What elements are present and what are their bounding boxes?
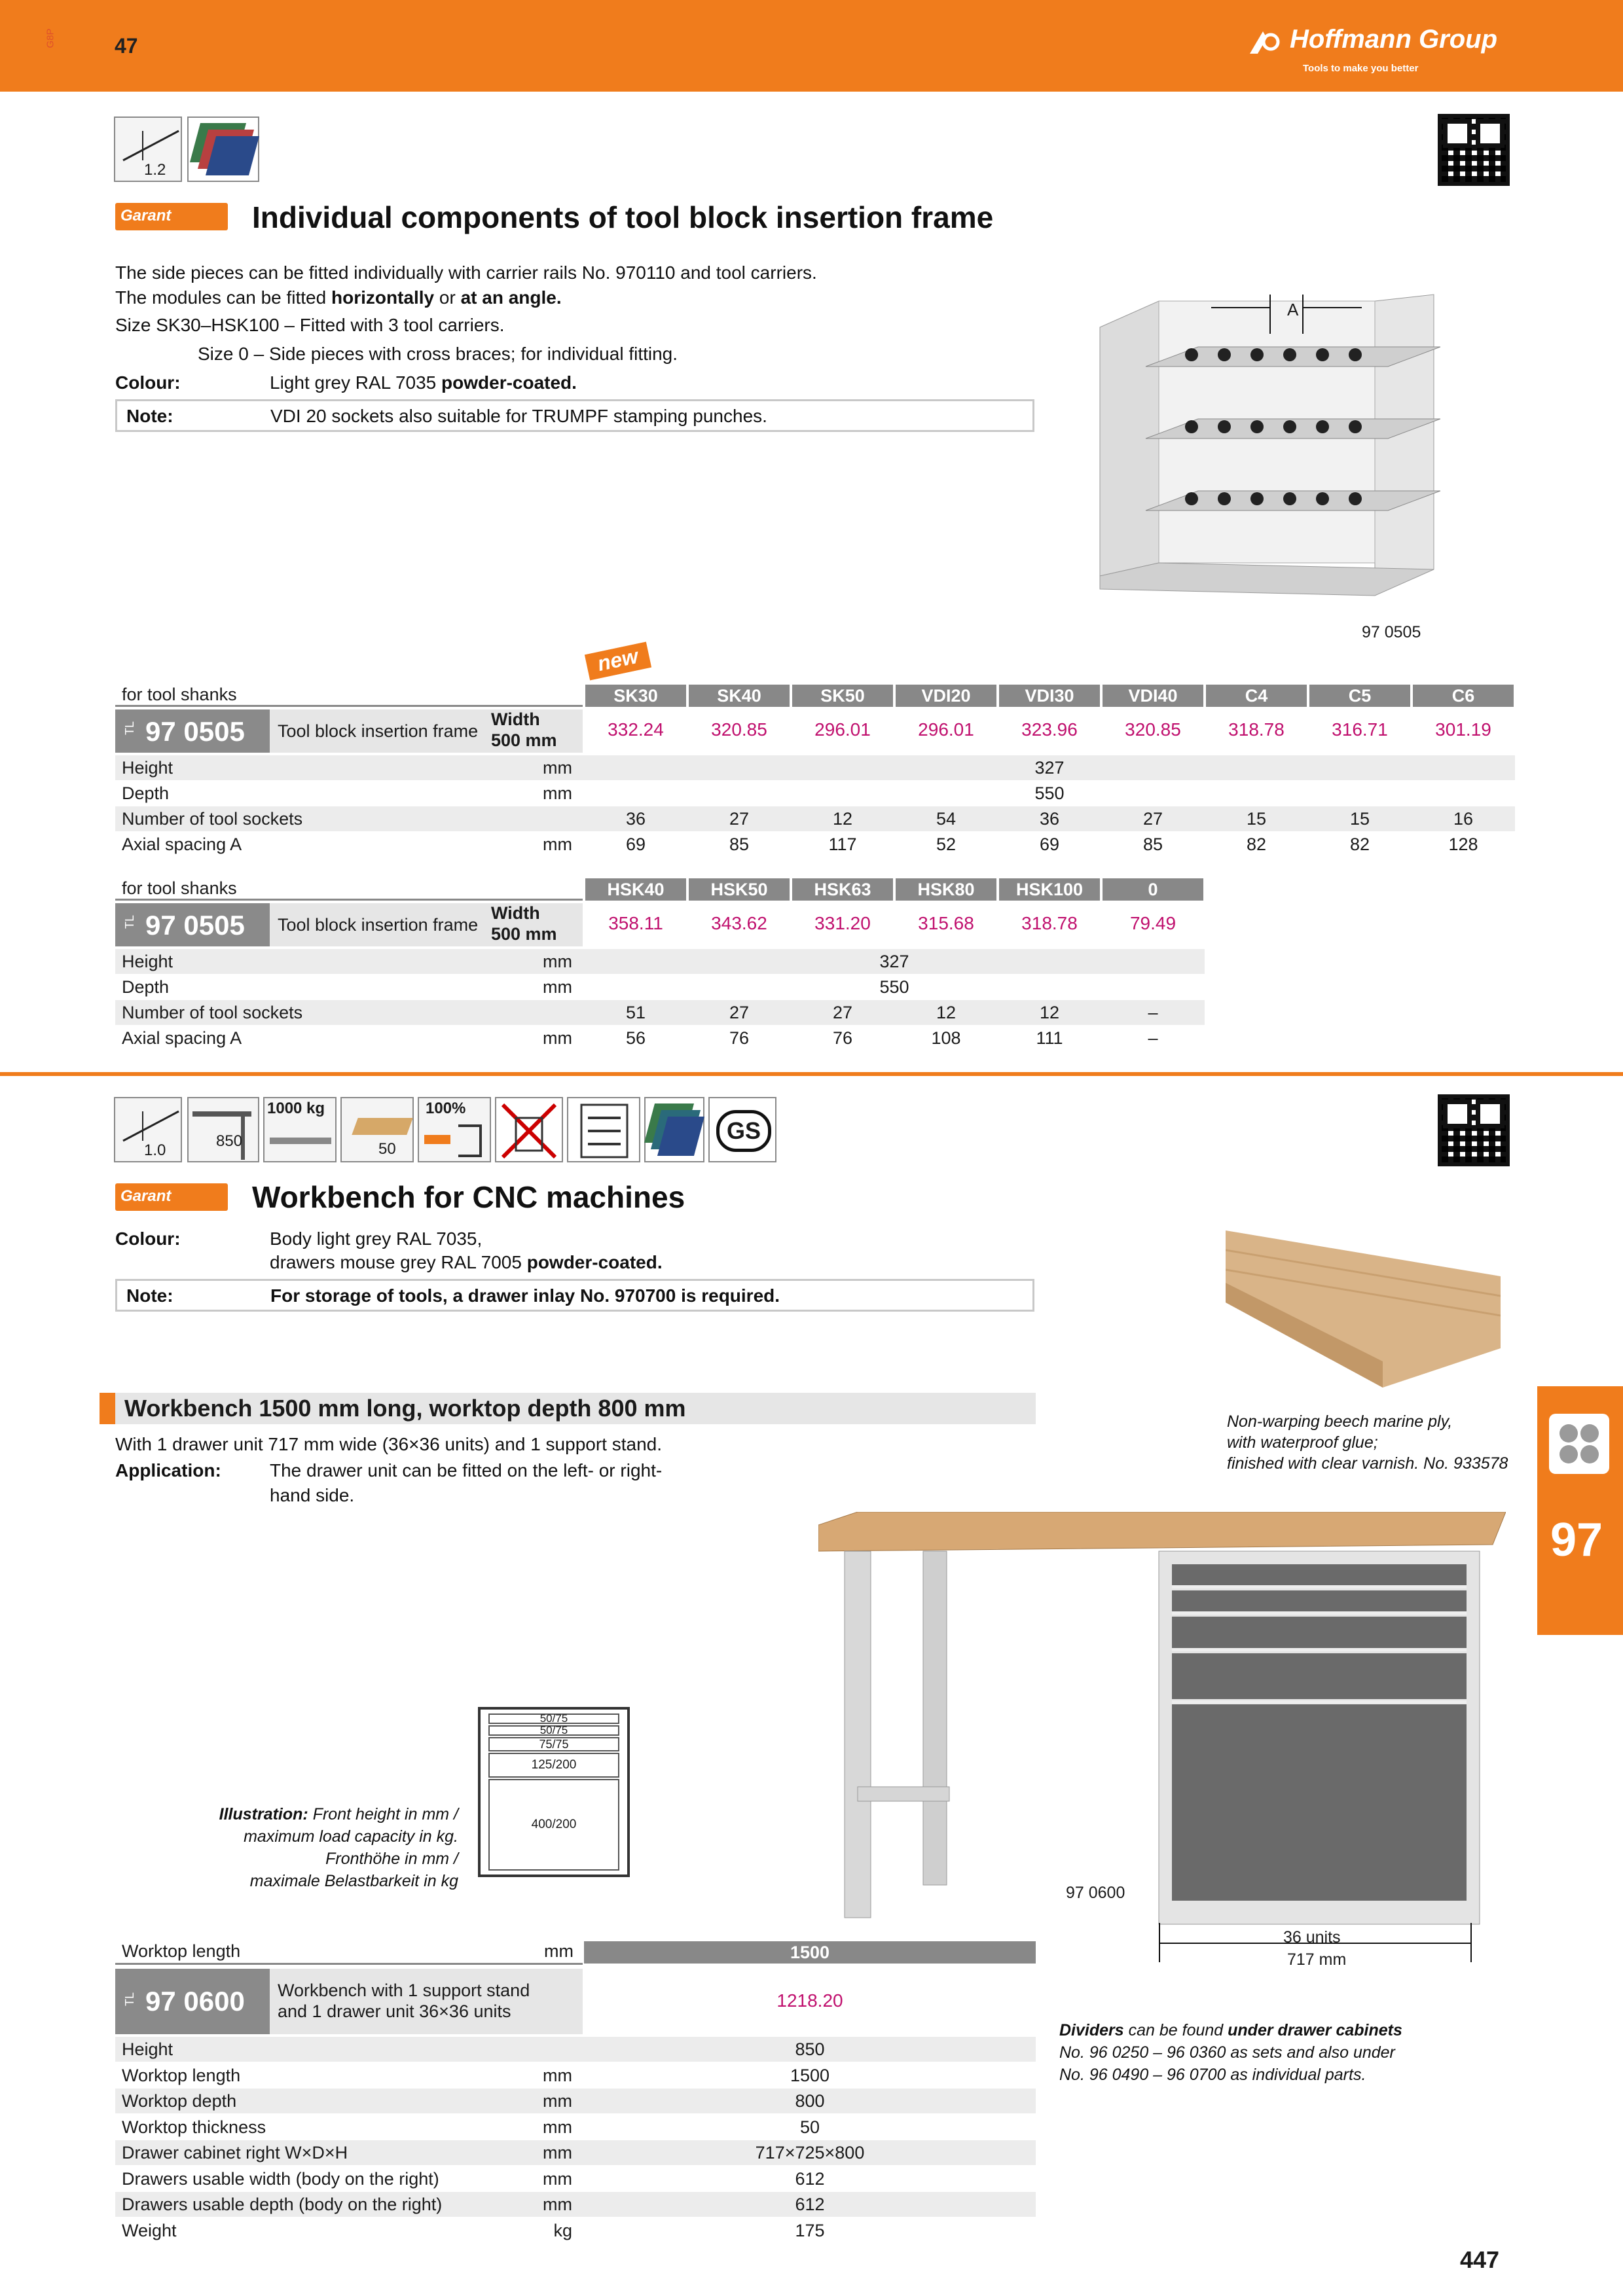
column-header: C6: [1413, 685, 1514, 707]
worktop-thickness-icon: 50: [340, 1097, 414, 1162]
chapter-icon: [1549, 1414, 1609, 1474]
row-unit: mm: [543, 758, 572, 778]
dividers-line-1: Dividers can be found under drawer cabinets: [1059, 2021, 1402, 2039]
row-value: 12: [936, 1003, 957, 1022]
column-header: VDI40: [1103, 685, 1203, 707]
row-unit: kg: [553, 2220, 572, 2240]
row-label: Number of tool sockets: [122, 1003, 303, 1022]
row-value: 27: [729, 809, 750, 829]
row-label: Worktop depth: [122, 2091, 237, 2111]
column-header: SK40: [689, 685, 790, 707]
dividers-line-2: No. 96 0250 – 96 0360 as sets and also under: [1059, 2043, 1395, 2062]
gs-certification-icon: GS: [708, 1097, 776, 1162]
workbench-image: [818, 1512, 1506, 1931]
row-value: 85: [729, 834, 750, 854]
row-label: Drawers usable depth (body on the right): [122, 2195, 443, 2214]
note-box-2: Note: For storage of tools, a drawer inlay No. 970700 is required.: [115, 1279, 1034, 1312]
row-unit: mm: [543, 2143, 572, 2162]
colour-label: Colour:: [115, 372, 181, 393]
t2-article-box: TL 97 0505: [115, 903, 270, 946]
garant-badge-2: Garant: [115, 1183, 228, 1211]
row-value: 550: [879, 977, 909, 997]
drawer-lock-icon: [567, 1097, 640, 1162]
row-label: Drawers usable width (body on the right): [122, 2168, 439, 2189]
row-label: Height: [122, 2039, 173, 2059]
row-value: 50: [799, 2117, 820, 2137]
brand-name: Hoffmann Group: [1290, 25, 1498, 54]
load-capacity-icon: 1000 kg: [263, 1097, 337, 1162]
desc-line-2: The modules can be fitted horizontally or at an angle.: [115, 287, 562, 308]
subsection-bar: Workbench 1500 mm long, worktop depth 800 mm: [100, 1393, 1036, 1424]
t2-width-box: Width 500 mm: [487, 903, 583, 946]
row-value: 1500: [790, 2065, 830, 2085]
t3-price: 1218.20: [776, 1990, 843, 2011]
row-value: 175: [795, 2220, 825, 2240]
t2-desc-box: Tool block insertion frame: [270, 903, 487, 946]
column-header: HSK63: [792, 878, 893, 901]
row-value: 327: [879, 952, 909, 971]
column-header: 0: [1103, 878, 1203, 901]
hoffmann-logo-icon: [1247, 29, 1280, 55]
page-number: 447: [1460, 2246, 1500, 2273]
row-value: 56: [625, 1028, 646, 1048]
row-label: Number of tool sockets: [122, 809, 303, 829]
t2-for-row: for tool shanks: [115, 878, 583, 901]
row-value: 69: [625, 834, 646, 854]
drawer-diagram: 50/75 50/75 75/75 125/200 400/200: [478, 1707, 630, 1877]
column-header: HSK50: [689, 878, 790, 901]
row-value: 12: [1039, 1003, 1060, 1022]
thickness-icon-2: 1.0: [114, 1097, 182, 1162]
application-label: Application:: [115, 1460, 221, 1480]
row-value: 612: [795, 2195, 825, 2214]
colour-swatches-icon: [187, 117, 259, 182]
row-value: 117: [828, 834, 857, 854]
t1-article-box: TL 97 0505: [115, 709, 270, 753]
colour-line-2: drawers mouse grey RAL 7005 powder-coated.: [270, 1252, 663, 1272]
column-header: VDI30: [999, 685, 1100, 707]
row-value: 15: [1349, 809, 1370, 829]
row-label: Height: [122, 952, 173, 971]
side-code: G8P: [45, 28, 56, 48]
row-value: 128: [1448, 834, 1478, 854]
price-cell: 320.85: [711, 719, 767, 740]
illus-line-2: maximum load capacity in kg.: [244, 1827, 458, 1846]
qr-code-icon[interactable]: [1438, 114, 1510, 186]
row-value: 612: [795, 2168, 825, 2189]
qr-code-icon-2[interactable]: [1438, 1094, 1510, 1166]
row-unit: mm: [543, 2195, 572, 2214]
image-caption-970600: 97 0600: [1066, 1884, 1125, 1902]
colour-line-1: Body light grey RAL 7035,: [270, 1229, 483, 1249]
new-badge: new: [585, 641, 651, 680]
row-value: 111: [1036, 1028, 1063, 1048]
row-value: –: [1148, 1028, 1158, 1048]
row-value: 12: [832, 809, 853, 829]
column-header: C4: [1206, 685, 1307, 707]
price-cell: 358.11: [608, 913, 663, 933]
price-cell: 331.20: [814, 913, 871, 933]
colour-value: Light grey RAL 7035 powder-coated.: [270, 372, 577, 393]
beech-worktop-image: [1226, 1224, 1501, 1388]
row-value: 15: [1246, 809, 1267, 829]
column-header: SK30: [585, 685, 686, 707]
column-header: HSK80: [896, 878, 996, 901]
price-cell: 79.49: [1129, 913, 1176, 933]
page-top-number: 47: [115, 34, 138, 58]
wood-caption-1: Non-warping beech marine ply,: [1227, 1412, 1453, 1431]
row-value: 27: [729, 1003, 750, 1022]
t3-article-box: TL 97 0600: [115, 1969, 270, 2034]
full-extension-icon: 100%: [418, 1097, 491, 1162]
row-value: 52: [936, 834, 957, 854]
wood-caption-2: with waterproof glue;: [1227, 1433, 1378, 1452]
price-cell: 318.78: [1228, 719, 1285, 740]
image-caption-970505: 97 0505: [1362, 623, 1421, 641]
row-unit: mm: [543, 2065, 572, 2085]
row-unit: mm: [543, 952, 572, 971]
column-header: SK50: [792, 685, 893, 707]
price-cell: 301.19: [1435, 719, 1491, 740]
row-label: Worktop thickness: [122, 2117, 266, 2137]
price-cell: 332.24: [608, 719, 664, 740]
dimension-tick-right: [1470, 1923, 1472, 1962]
row-label: Height: [122, 758, 173, 778]
price-cell: 323.96: [1021, 719, 1078, 740]
application-line-2: hand side.: [270, 1485, 355, 1505]
row-value: 36: [625, 809, 646, 829]
row-value: 76: [729, 1028, 750, 1048]
row-value: 27: [1142, 809, 1163, 829]
row-value: 327: [1034, 758, 1065, 778]
row-label: Axial spacing A: [122, 834, 242, 854]
no-crossover-icon: [495, 1097, 563, 1162]
colour-swatches-icon-2: [644, 1097, 704, 1162]
column-header: C5: [1309, 685, 1410, 707]
price-cell: 296.01: [814, 719, 871, 740]
tool-block-frame-image: [1093, 288, 1506, 615]
row-value: 36: [1039, 809, 1060, 829]
wood-caption-3: finished with clear varnish. No. 933578: [1227, 1454, 1508, 1473]
row-value: 76: [832, 1028, 853, 1048]
price-cell: 343.62: [711, 913, 767, 933]
section-divider: [0, 1072, 1623, 1076]
t3-length-row: Worktop length mm: [115, 1941, 583, 1965]
t3-desc-box: Workbench with 1 support stand and 1 drawer unit 36×36 units: [270, 1969, 583, 2034]
price-cell: 320.85: [1125, 719, 1181, 740]
row-label: Worktop length: [122, 2065, 241, 2085]
t1-width-box: Width 500 mm: [487, 709, 583, 753]
row-unit: mm: [543, 977, 572, 997]
row-label: Axial spacing A: [122, 1028, 242, 1048]
row-value: 82: [1349, 834, 1370, 854]
desc-line-4: Size 0 – Side pieces with cross braces; for individual fitting.: [198, 344, 678, 364]
column-header: VDI20: [896, 685, 996, 707]
height-icon: 850: [187, 1097, 259, 1162]
row-value: 85: [1142, 834, 1163, 854]
brand-tagline: Tools to make you better: [1303, 63, 1419, 74]
garant-badge: Garant: [115, 203, 228, 230]
price-cell: 296.01: [918, 719, 974, 740]
price-cell: 318.78: [1021, 913, 1078, 933]
row-value: 850: [795, 2039, 825, 2059]
row-unit: mm: [543, 2168, 572, 2189]
dividers-line-3: No. 96 0490 – 96 0700 as individual parts.: [1059, 2066, 1366, 2084]
t1-for-row: for tool shanks: [115, 685, 583, 707]
row-value: 82: [1246, 834, 1267, 854]
dimension-units: 36 units: [1283, 1928, 1341, 1946]
dimension-tick-left: [1159, 1923, 1160, 1962]
row-label: Weight: [122, 2220, 177, 2240]
row-label: Depth: [122, 783, 170, 803]
row-unit: mm: [543, 834, 572, 854]
t1-desc-box: Tool block insertion frame: [270, 709, 487, 753]
thickness-icon: 1.2: [114, 117, 182, 182]
row-label: Depth: [122, 977, 170, 997]
row-unit: mm: [543, 2091, 572, 2111]
row-value: 717×725×800: [755, 2143, 865, 2162]
t3-length-value: 1500: [584, 1941, 1036, 1964]
row-label: Drawer cabinet right W×D×H: [122, 2143, 348, 2162]
column-header: HSK40: [585, 878, 686, 901]
dimension-a-label: A: [1287, 300, 1299, 319]
row-value: 550: [1034, 783, 1065, 803]
chapter-number: 97: [1550, 1514, 1603, 1566]
row-value: 108: [931, 1028, 961, 1048]
illus-line-1: Illustration: Front height in mm /: [219, 1805, 458, 1823]
illus-line-3: Fronthöhe in mm /: [325, 1850, 458, 1868]
row-unit: mm: [543, 1028, 572, 1048]
dimension-mm: 717 mm: [1287, 1950, 1347, 1969]
column-header: HSK100: [999, 878, 1100, 901]
row-value: 69: [1039, 834, 1060, 854]
desc-line-3: Size SK30–HSK100 – Fitted with 3 tool carriers.: [115, 315, 505, 335]
row-value: 51: [625, 1003, 646, 1022]
row-value: 16: [1453, 809, 1474, 829]
desc-line-1: The side pieces can be fitted individually with carrier rails No. 970110 and tool carriers.: [115, 262, 817, 283]
section-title: Individual components of tool block insertion frame: [252, 200, 994, 234]
price-cell: 316.71: [1332, 719, 1388, 740]
row-value: 54: [936, 809, 957, 829]
price-cell: 315.68: [918, 913, 974, 933]
row-unit: mm: [543, 783, 572, 803]
row-value: –: [1148, 1003, 1158, 1022]
colour-label-2: Colour:: [115, 1229, 181, 1249]
row-value: 800: [795, 2091, 825, 2111]
section-title-2: Workbench for CNC machines: [252, 1180, 685, 1214]
note-box: Note: VDI 20 sockets also suitable for TRUMPF stamping punches.: [115, 399, 1034, 432]
with-line: With 1 drawer unit 717 mm wide (36×36 units) and 1 support stand.: [115, 1434, 662, 1454]
row-unit: mm: [543, 2117, 572, 2137]
illus-line-4: maximale Belastbarkeit in kg: [249, 1872, 458, 1890]
application-line-1: The drawer unit can be fitted on the left- or right-: [270, 1460, 663, 1480]
row-value: 27: [832, 1003, 853, 1022]
